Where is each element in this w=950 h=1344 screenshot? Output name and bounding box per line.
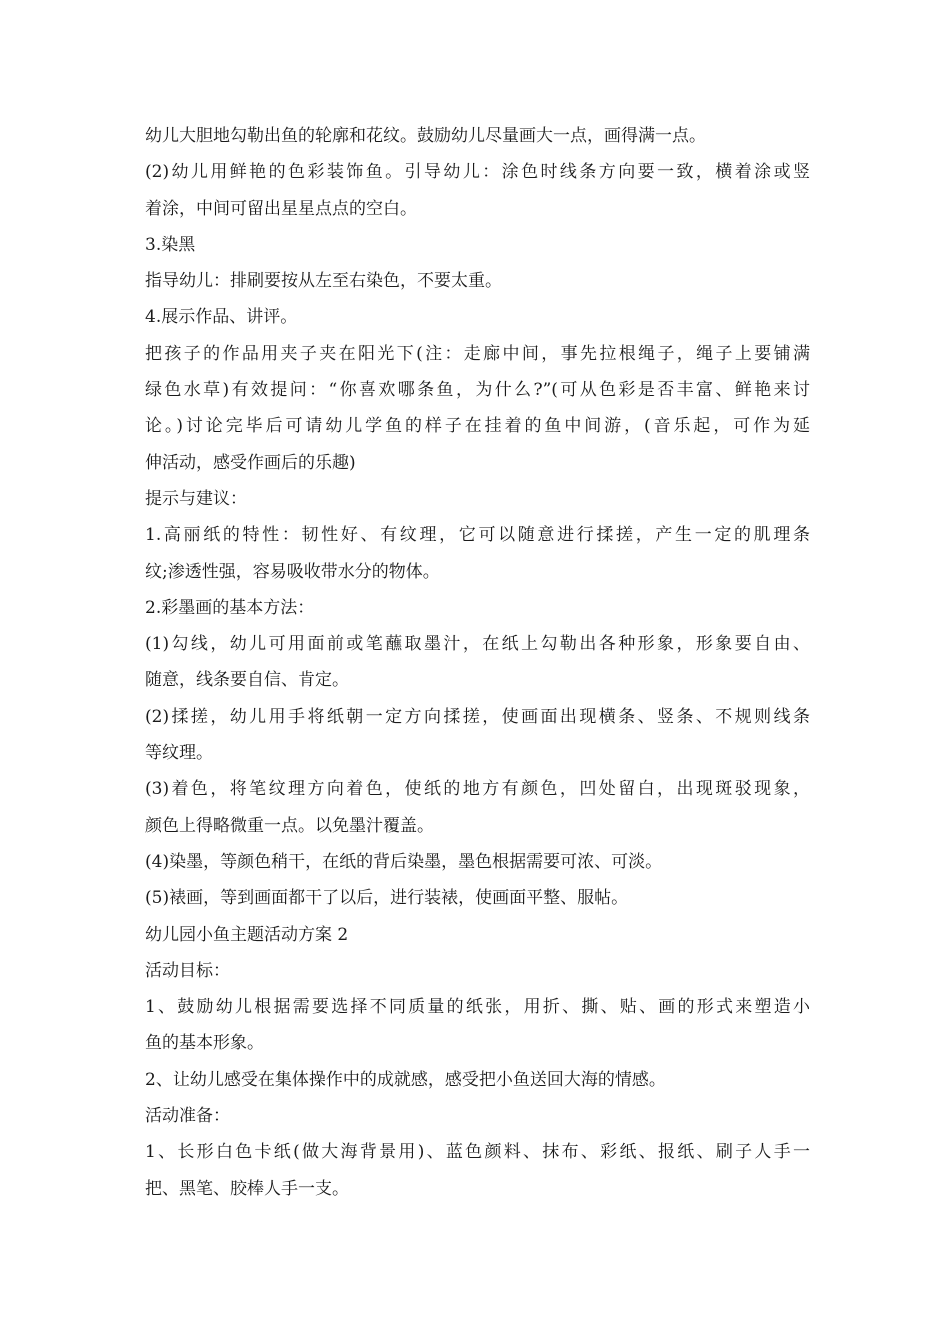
text-line: 指导幼儿：排刷要按从左至右染色，不要太重。 — [145, 271, 502, 292]
text-line: (4)染墨，等颜色稍干，在纸的背后染墨，墨色根据需要可浓、可淡。 — [145, 851, 663, 872]
text-line: 1、鼓励幼儿根据需要选择不同质量的纸张，用折、撕、贴、画的形式来塑造小 — [145, 997, 810, 1018]
text-line: 活动准备： — [145, 1106, 230, 1127]
text-line: 幼儿园小鱼主题活动方案 2 — [145, 924, 349, 945]
text-line: 4.展示作品、讲评。 — [145, 307, 298, 328]
text-line: (2)揉搓，幼儿用手将纸朝一定方向揉搓，使画面出现横条、竖条、不规则线条 — [145, 706, 810, 727]
text-line: 幼儿大胆地勾勒出鱼的轮廓和花纹。鼓励幼儿尽量画大一点，画得满一点。 — [145, 126, 706, 146]
text-line: 1、长形白色卡纸(做大海背景用)、蓝色颜料、抹布、彩纸、报纸、刷子人手一 — [145, 1142, 810, 1163]
text-line: 等纹理。 — [145, 743, 213, 764]
text-line: 活动目标： — [145, 960, 230, 981]
text-line: (2)幼儿用鲜艳的色彩装饰鱼。引导幼儿：涂色时线条方向要一致，横着涂或竖 — [145, 162, 810, 183]
text-line: 论。)讨论完毕后可请幼儿学鱼的样子在挂着的鱼中间游，(音乐起，可作为延 — [145, 416, 810, 437]
text-line: 鱼的基本形象。 — [145, 1033, 264, 1054]
text-line: 颜色上得略微重一点。以免墨汁覆盖。 — [145, 815, 434, 836]
text-line: 绿色水草)有效提问：“你喜欢哪条鱼，为什么?”(可从色彩是否丰富、鲜艳来讨 — [145, 380, 810, 401]
text-line: 把、黑笔、胶棒人手一支。 — [145, 1178, 349, 1199]
text-line: 着涂，中间可留出星星点点的空白。 — [145, 198, 417, 219]
text-line: 2.彩墨画的基本方法： — [145, 597, 315, 618]
text-line: (5)裱画，等到画面都干了以后，进行装裱，使画面平整、服帖。 — [145, 888, 629, 909]
text-line: 纹;渗透性强，容易吸收带水分的物体。 — [145, 561, 440, 582]
text-line: 提示与建议： — [145, 488, 247, 509]
text-line: 2、让幼儿感受在集体操作中的成就感，感受把小鱼送回大海的情感。 — [145, 1069, 666, 1090]
text-line: (1)勾线，幼儿可用面前或笔蘸取墨汁，在纸上勾勒出各种形象，形象要自由、 — [145, 634, 810, 655]
document-page — [145, 118, 810, 1207]
text-line: 随意，线条要自信、肯定。 — [145, 670, 349, 691]
text-line: 3.染黑 — [145, 234, 196, 255]
text-line: (3)着色，将笔纹理方向着色，使纸的地方有颜色，凹处留白，出现斑驳现象， — [145, 779, 810, 800]
text-line: 伸活动，感受作画后的乐趣) — [145, 452, 356, 473]
text-line: 把孩子的作品用夹子夹在阳光下(注：走廊中间，事先拉根绳子，绳子上要铺满 — [145, 343, 810, 364]
text-line: 1.高丽纸的特性：韧性好、有纹理，它可以随意进行揉搓，产生一定的肌理条 — [145, 525, 810, 546]
